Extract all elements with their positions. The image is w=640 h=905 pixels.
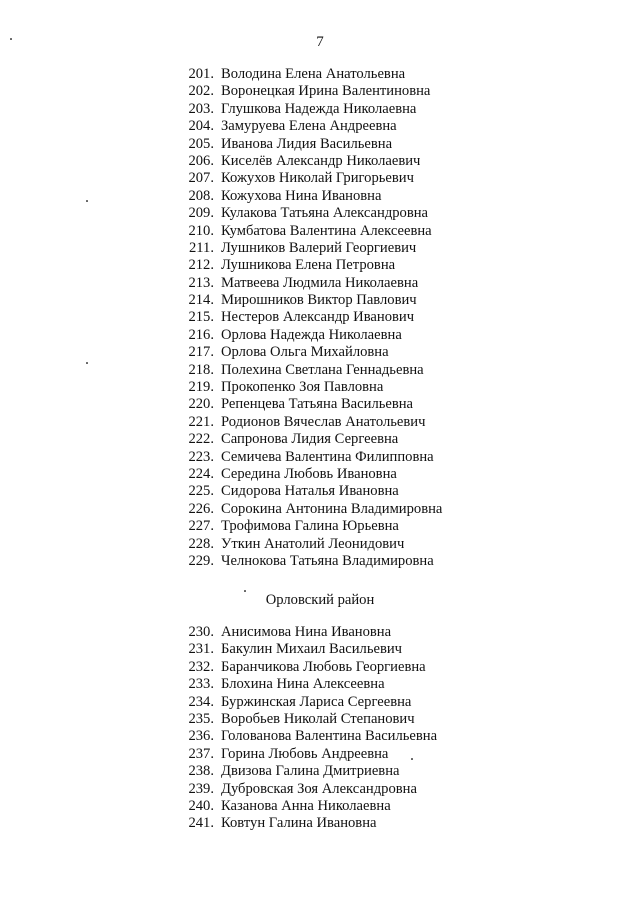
list-item [0,676,437,693]
item-name: Прокопенко Зоя Павловна [221,379,384,396]
item-name: Лушников Валерий Георгиевич [221,239,417,256]
list-item [0,518,442,535]
item-number: 229. [188,552,214,569]
list-item [0,798,437,815]
item-number: 203. [188,100,214,117]
item-name: Дубровская Зоя Александровна [221,780,417,797]
list-item [0,728,437,745]
item-number: 225. [188,483,214,500]
list-item [0,763,437,780]
section-title: Орловский район [265,592,375,608]
item-name: Лушникова Елена Петровна [221,257,396,274]
item-name: Горина Любовь Андреевна [221,745,389,762]
item-name: Середина Любовь Ивановна [221,465,397,482]
item-number: 238. [188,763,214,780]
item-number: 227. [188,518,214,535]
list-item [0,170,442,187]
list-item [0,746,437,763]
item-number: 206. [188,152,214,169]
item-name: Глушкова Надежда Николаевна [221,100,417,117]
item-number: 233. [188,676,214,693]
list-item [0,396,442,413]
list-item [0,223,442,240]
name-list-2 [0,624,437,833]
item-name: Двизова Галина Дмитриевна [221,763,400,780]
list-item [0,414,442,431]
item-number: 205. [188,135,214,152]
item-name: Воробьев Николай Степанович [221,710,415,727]
item-number: 235. [188,710,214,727]
item-name: Мирошников Виктор Павлович [221,292,417,309]
item-number: 212. [188,257,214,274]
item-number: 209. [188,205,214,222]
item-number: 202. [188,83,214,100]
list-item [0,379,442,396]
list-item [0,431,442,448]
list-item [0,327,442,344]
list-item [0,553,442,570]
list-item [0,781,437,798]
list-item [0,659,437,676]
item-name: Орлова Надежда Николаевна [221,326,402,343]
item-number: 240. [188,797,214,814]
scan-speck [86,200,88,202]
item-name: Матвеева Людмила Николаевна [221,274,419,291]
list-item [0,536,442,553]
item-name: Репенцева Татьяна Васильевна [221,396,414,413]
list-item [0,257,442,274]
list-item [0,344,442,361]
list-item [0,624,437,641]
item-number: 234. [188,693,214,710]
item-number: 201. [188,66,214,82]
item-number: 223. [188,448,214,465]
list-item [0,641,437,658]
list-item [0,449,442,466]
scan-speck [86,362,88,364]
item-number: 204. [188,118,214,135]
item-name: Трофимова Галина Юрьевна [221,518,399,535]
item-number: 219. [188,379,214,396]
list-item [0,240,442,257]
item-name: Сорокина Антонина Владимировна [221,500,443,517]
item-number: 215. [188,309,214,326]
list-item [0,711,437,728]
list-item [0,501,442,518]
item-number: 214. [188,292,214,309]
item-number: 220. [188,396,214,413]
item-number: 213. [188,274,214,291]
list-item [0,83,442,100]
scan-speck [244,590,246,592]
item-name: Кумбатова Валентина Алексеевна [221,222,432,239]
list-item [0,309,442,326]
item-number: 237. [188,745,214,762]
item-number: 228. [188,535,214,552]
item-number: 224. [188,465,214,482]
item-name: Кулакова Татьяна Александровна [221,205,429,222]
item-name: Нестеров Александр Иванович [221,309,415,326]
item-name: Бакулин Михаил Васильевич [221,641,403,658]
item-name: Кожухов Николай Григорьевич [221,170,414,187]
item-number: 211. [189,239,214,256]
item-number: 217. [188,344,214,361]
list-item [0,466,442,483]
list-item [0,815,437,832]
item-number: 210. [188,222,214,239]
item-number: 232. [188,658,214,675]
item-number: 207. [188,170,214,187]
list-item [0,136,442,153]
item-number: 241. [188,815,214,832]
item-name: Иванова Лидия Васильевна [221,135,393,152]
item-number: 231. [188,641,214,658]
list-item [0,66,442,83]
scan-speck [10,38,12,40]
list-item [0,205,442,222]
list-item [0,694,437,711]
list-item [0,292,442,309]
item-name: Замуруева Елена Андреевна [221,118,397,135]
item-number: 222. [188,431,214,448]
item-name: Сидорова Наталья Ивановна [221,483,399,500]
item-name: Сапронова Лидия Сергеевна [221,431,399,448]
item-number: 239. [188,780,214,797]
item-name: Баранчикова Любовь Георгиевна [221,658,426,675]
item-name: Голованова Валентина Васильевна [221,728,438,745]
list-item [0,483,442,500]
list-item [0,362,442,379]
item-name: Ковтун Галина Ивановна [221,815,377,832]
item-name: Семичева Валентина Филипповна [221,448,434,465]
item-number: 216. [188,326,214,343]
name-list-1 [0,66,442,570]
item-number: 208. [188,187,214,204]
item-name: Воронецкая Ирина Валентиновна [221,83,431,100]
item-name: Орлова Ольга Михайловна [221,344,389,361]
list-item [0,101,442,118]
item-number: 218. [188,361,214,378]
item-number: 221. [188,413,214,430]
item-name: Челнокова Татьяна Владимировна [221,552,434,569]
item-name: Полехина Светлана Геннадьевна [221,361,424,378]
item-number: 236. [188,728,214,745]
item-number: 230. [188,624,214,640]
list-item [0,153,442,170]
item-name: Кожухова Нина Ивановна [221,187,382,204]
item-name: Казанова Анна Николаевна [221,797,391,814]
item-name: Володина Елена Анатольевна [221,66,406,82]
list-item [0,118,442,135]
scan-speck [411,758,413,760]
item-name: Блохина Нина Алексеевна [221,676,385,693]
item-name: Анисимова Нина Ивановна [221,624,392,640]
list-item [0,275,442,292]
list-item [0,188,442,205]
item-name: Уткин Анатолий Леонидович [221,535,405,552]
page-number: 7 [316,34,324,50]
item-name: Киселёв Александр Николаевич [221,152,421,169]
item-name: Буржинская Лариса Сергеевна [221,693,412,710]
item-number: 226. [188,500,214,517]
item-name: Родионов Вячеслав Анатольевич [221,413,426,430]
